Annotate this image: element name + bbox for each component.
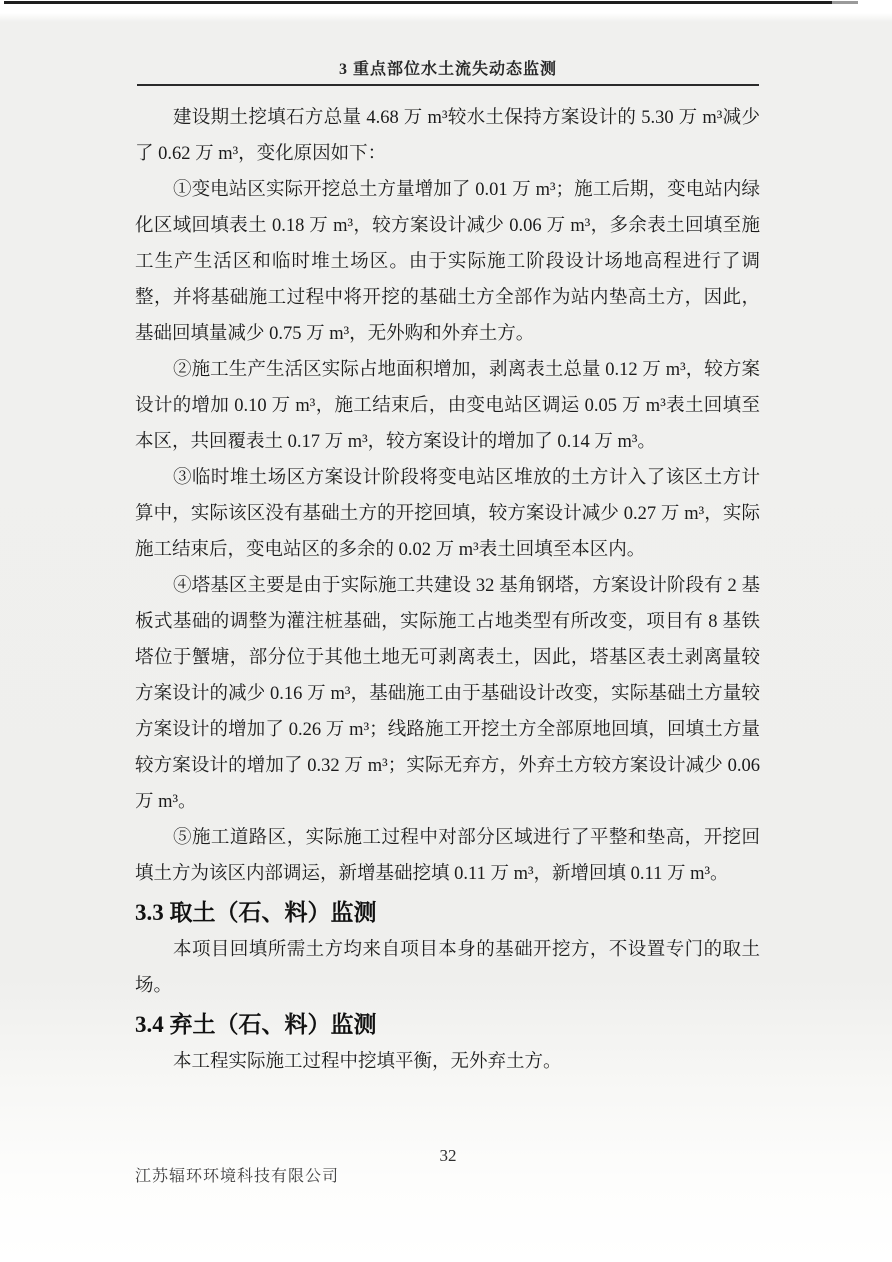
page-number: 32 bbox=[439, 1146, 457, 1165]
list-item-construction-road-area: ⑤施工道路区，实际施工过程中对部分区域进行了平整和垫高，开挖回填土方为该区内部调运，新增基础挖填 0.11 万 m³，新增回填 0.11 万 m³。 bbox=[135, 828, 760, 884]
list-item-temporary-soil-yard: ③临时堆土场区方案设计阶段将变电站区堆放的土方计入了该区土方计算中，实际该区没有基础土方的开挖回填，较方案设计减少 0.27 万 m³，实际施工结束后，变电站区的多余的 0.02 万 m³表土回填至本区内。 bbox=[135, 468, 760, 560]
section-3-3-body: 本项目回填所需土方均来自项目本身的基础开挖方，不设置专门的取土场。 bbox=[135, 940, 760, 996]
header-title: 3 重点部位水土流失动态监测 bbox=[338, 61, 557, 78]
section-heading-3-4: 3.4 弃土（石、料）监测 bbox=[135, 1012, 377, 1037]
section-heading-3-3: 3.3 取土（石、料）监测 bbox=[135, 900, 377, 925]
intro-paragraph: 建设期土挖填石方总量 4.68 万 m³较水土保持方案设计的 5.30 万 m³减少了 0.62 万 m³，变化原因如下： bbox=[135, 108, 760, 164]
scan-artifact-line bbox=[4, 1, 832, 4]
scan-artifact-line-tail bbox=[832, 1, 858, 4]
footer-company-name: 江苏辐环环境科技有限公司 bbox=[135, 1168, 340, 1185]
list-item-construction-living-area: ②施工生产生活区实际占地面积增加，剥离表土总量 0.12 万 m³，较方案设计的增加 0.10 万 m³，施工结束后，由变电站区调运 0.05 万 m³表土回填至本区，共回覆表土 0.17 万 m³，较方案设计的增加了 0.14 万 m³。 bbox=[135, 360, 760, 452]
list-item-substation: ①变电站区实际开挖总土方量增加了 0.01 万 m³；施工后期，变电站内绿化区域回填表土 0.18 万 m³，较方案设计减少 0.06 万 m³，多余表土回填至施工生产生活区和临时堆土场区。由于实际施工阶段设计场地高程进行了调整，并将基础施工过程中将开挖的基础土方全部作为站内垫高土方，因此，基础回填量减少 0.75 万 m³，无外购和外弃土方。 bbox=[135, 180, 760, 344]
document-content bbox=[135, 100, 760, 1080]
list-item-tower-base-area: ④塔基区主要是由于实际施工共建设 32 基角钢塔，方案设计阶段有 2 基板式基础的调整为灌注桩基础，实际施工占地类型有所改变，项目有 8 基铁塔位于蟹塘，部分位于其他土地无可剥离表土，因此，塔基区表土剥离量较方案设计的减少 0.16 万 m³，基础施工由于基础设计改变，实际基础土方量较方案设计的增加了 0.26 万 m³；线路施工开挖土方全部原地回填，回填土方量较方案设计的增加了 0.32 万 m³；实际无弃方，外弃土方较方案设计减少 0.06 万 m³。 bbox=[135, 576, 760, 812]
section-3-4-body: 本工程实际施工过程中挖填平衡，无外弃土方。 bbox=[173, 1052, 562, 1072]
header-rule bbox=[137, 84, 759, 86]
